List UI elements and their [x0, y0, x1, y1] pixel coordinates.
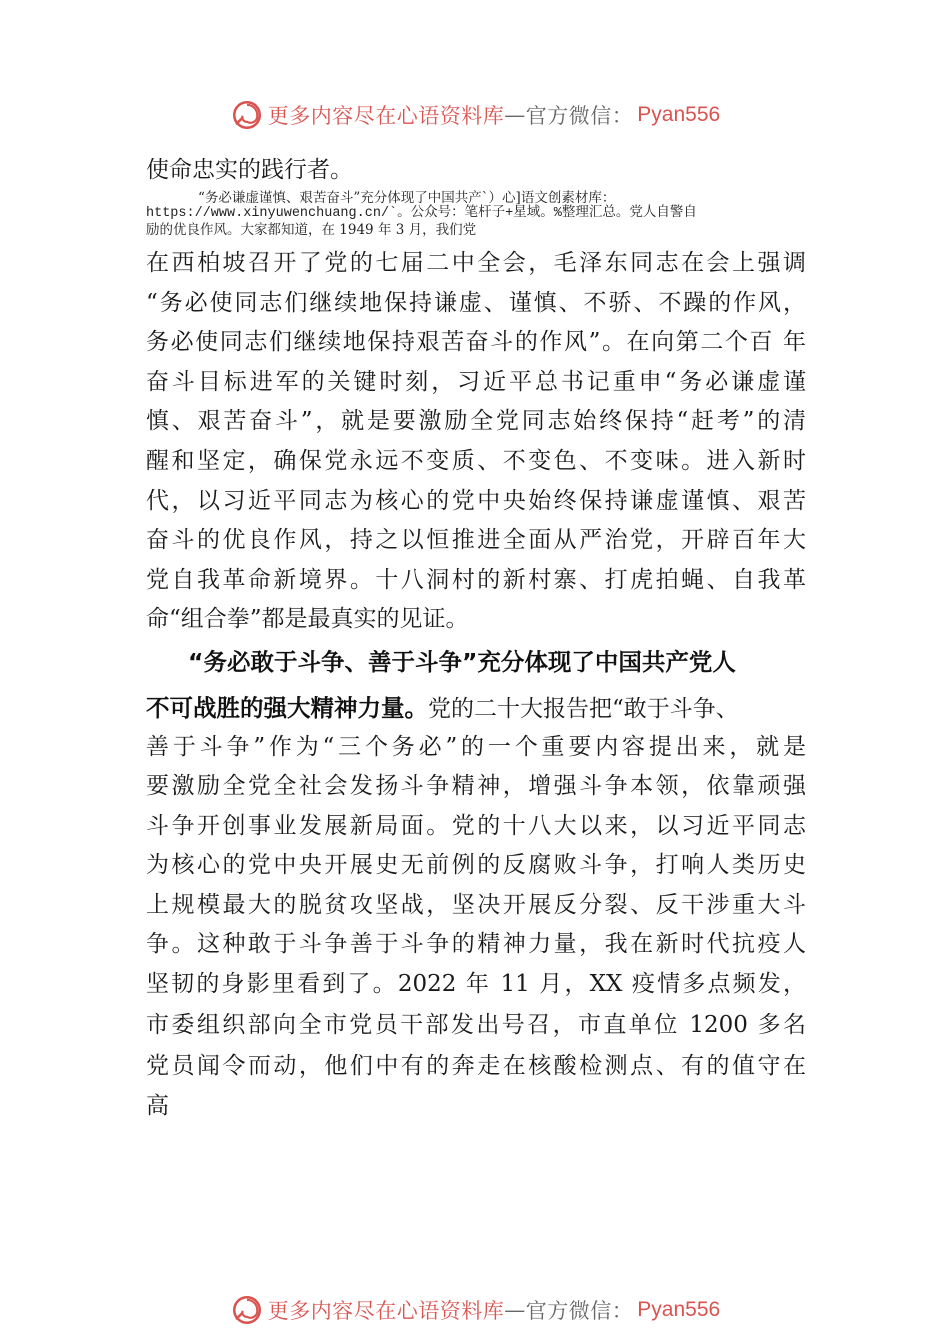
document-line: 上规模最大的脱贫攻坚战，坚决开展反分裂、反干涉重大斗: [146, 892, 806, 918]
document-line-tail: 党的二十大报告把“敢于斗争、: [428, 696, 739, 722]
header-banner: [0, 95, 950, 135]
document-line: 使命忠实的践行者。: [146, 157, 353, 183]
document-line: 善于斗争”作为“三个务必”的一个重要内容提出来，就是: [146, 734, 806, 760]
document-line: 醒和坚定，确保党永远不变质、不变色、不变味。进入新时: [146, 448, 806, 474]
document-line: 慎、艰苦奋斗”，就是要激励全党同志始终保持“赶考”的清: [146, 408, 806, 434]
footer-wechat-id: Pyan556: [637, 1298, 721, 1321]
document-line: 争。这种敢于斗争善于斗争的精神力量，我在新时代抗疫人: [146, 931, 806, 957]
document-line: 奋斗的优良作风，持之以恒推进全面从严治党，开辟百年大: [146, 527, 806, 553]
document-line: 市委组织部向全市党员干部发出号召，市直单位 1200 多名: [146, 1012, 806, 1038]
document-line: 党自我革命新境界。十八洞村的新村寨、打虎拍蝇、自我革: [146, 567, 806, 593]
document-line: 要激励全党全社会发扬斗争精神，增强斗争本领，依靠顽强: [146, 773, 806, 799]
document-line: 党员闻令而动，他们中有的奔走在核酸检测点、有的值守在: [146, 1053, 806, 1079]
footer-brand-text: 更多内容尽在心语资料库: [267, 1299, 505, 1323]
document-line: 坚韧的身影里看到了。2022 年 11 月，XX 疫情多点频发，: [146, 971, 806, 997]
sun-spiral-logo-icon: [230, 98, 264, 132]
bold-lead-heading: 不可战胜的强大精神力量。: [146, 694, 428, 722]
document-line: 斗争开创事业发展新局面。党的十八大以来，以习近平同志: [146, 813, 806, 839]
document-line: 奋斗目标进军的关键时刻，习近平总书记重申“务必谦虚谨: [146, 369, 806, 395]
inserted-small-line: “务必谦虚谨慎、艰苦奋斗”充分体现了中国共产`）心]语文创素材库：: [198, 190, 616, 206]
header-separator: —: [504, 103, 526, 127]
header-wechat-id: Pyan556: [637, 103, 721, 126]
document-line: 务必使同志们继续地保持艰苦奋斗的作风”。在向第二个百 年: [146, 329, 806, 355]
footer-banner: [0, 1290, 950, 1330]
document-line-mixed: [146, 693, 806, 724]
document-line: 命“组合拳”都是最真实的见证。: [146, 606, 469, 632]
header-official-label: 官方微信：: [525, 104, 634, 128]
sun-spiral-logo-icon: [230, 1293, 264, 1327]
document-line: 高: [146, 1093, 169, 1119]
inserted-small-line: https://www.xinyuwenchuang.cn/`。公众号：笔杆子+星域。%整理汇总。党人自警自: [146, 206, 697, 221]
document-line: 在西柏坡召开了党的七届二中全会，毛泽东同志在会上强调: [146, 250, 806, 276]
document-line: 为核心的党中央开展史无前例的反腐败斗争，打响人类历史: [146, 852, 806, 878]
footer-official-label: 官方微信：: [525, 1299, 634, 1323]
header-brand-text: 更多内容尽在心语资料库: [267, 104, 505, 128]
footer-separator: —: [504, 1298, 526, 1322]
inserted-small-line: 励的优良作风。大家都知道，在 1949 年 3 月，我们党: [146, 222, 477, 238]
document-line: 代，以习近平同志为核心的党中央始终保持谦虚谨慎、艰苦: [146, 488, 806, 514]
document-line: “务必使同志们继续地保持谦虚、谨慎、不骄、不躁的作风，: [146, 290, 806, 316]
bold-lead-heading: “务必敢于斗争、善于斗争”充分体现了中国共产党人: [188, 648, 736, 676]
